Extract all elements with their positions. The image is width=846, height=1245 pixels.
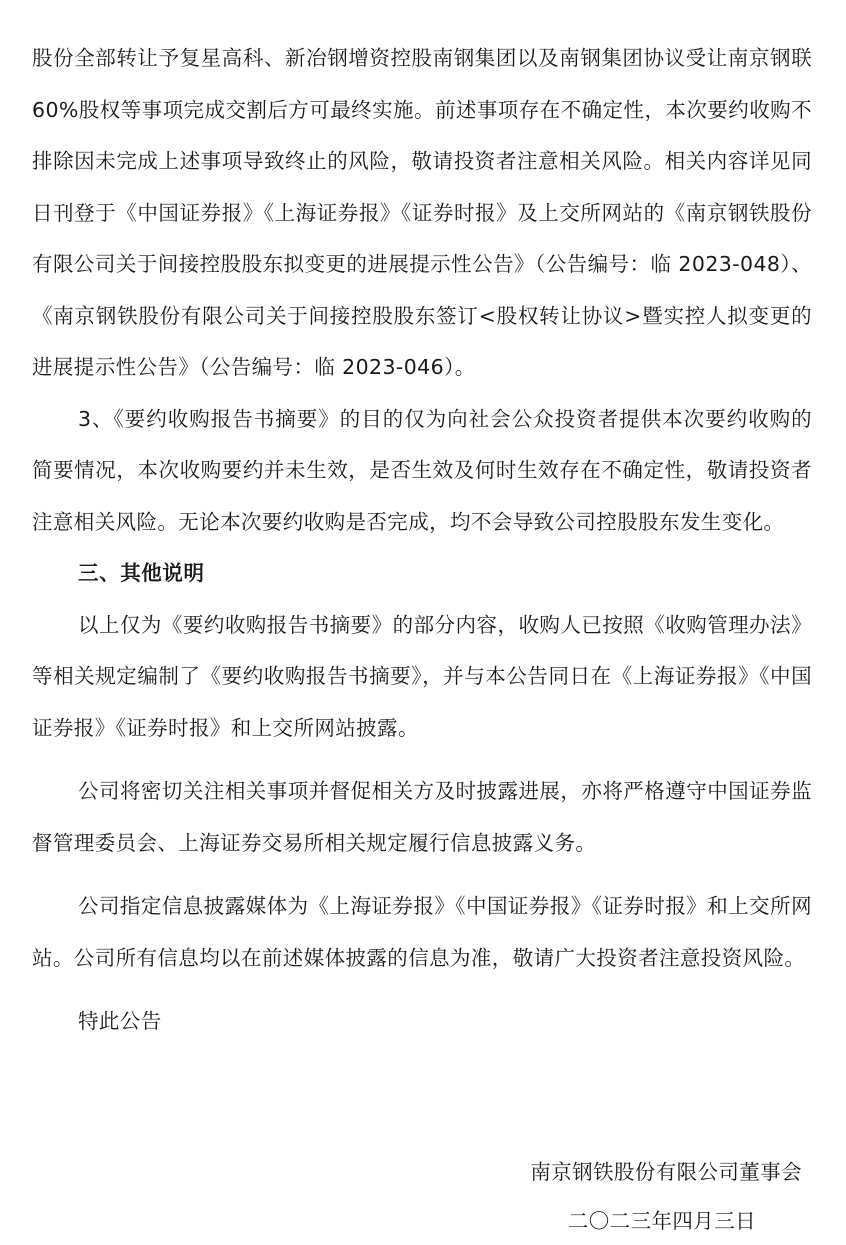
signature-date: 二〇二三年四月三日 <box>567 1209 756 1233</box>
paragraph-summary-purpose: 3、《要约收购报告书摘要》的目的仅为向社会公众投资者提供本次要约收购的简要情况，本次收购要约并未生效，是否生效及何时生效存在不确定性，敬请投资者注意相关风险。无论本次要约收购是否完成，均不会导致公司控股股东发生变化。 <box>32 406 812 534</box>
paragraph-company-commitment: 公司将密切关注相关事项并督促相关方及时披露进展，亦将严格遵守中国证券监督管理委员会、上海证券交易所相关规定履行信息披露义务。 <box>32 779 812 855</box>
document-body <box>32 33 812 1048</box>
paragraph-disclosure: 以上仅为《要约收购报告书摘要》的部分内容，收购人已按照《收购管理办法》等相关规定编制了《要约收购报告书摘要》，并与本公告同日在《上海证券报》《中国证券报》《证券时报》和上交所网站披露。 <box>32 612 812 740</box>
signature-company: 南京钢铁股份有限公司董事会 <box>530 1160 802 1184</box>
paragraph-designated-media: 公司指定信息披露媒体为《上海证券报》《中国证券报》《证券时报》和上交所网站。公司所有信息均以在前述媒体披露的信息为准，敬请广大投资者注意投资风险。 <box>32 894 812 970</box>
closing-statement: 特此公告 <box>78 1009 162 1033</box>
section-heading-other: 三、其他说明 <box>78 561 205 585</box>
paragraph-risk-notice: 股份全部转让予复星高科、新冶钢增资控股南钢集团以及南钢集团协议受让南京钢联 60%股权等事项完成交割后方可最终实施。前述事项存在不确定性，本次要约收购不排除因未完成上述事项导致终止的风险，敬请投资者注意相关风险。相关内容详见同日刊登于《中国证券报》《上海证券报》《证券时报》及上交所网站的《南京钢铁股份有限公司关于间接控股股东拟变更的进展提示性公告》（公告编号：临 2023-048）、《南京钢铁股份有限公司关于间接控股股东签订<股权转让协议>暨实控人拟变更的进展提示性公告》（公告编号：临 2023-046）。 <box>32 46 812 379</box>
